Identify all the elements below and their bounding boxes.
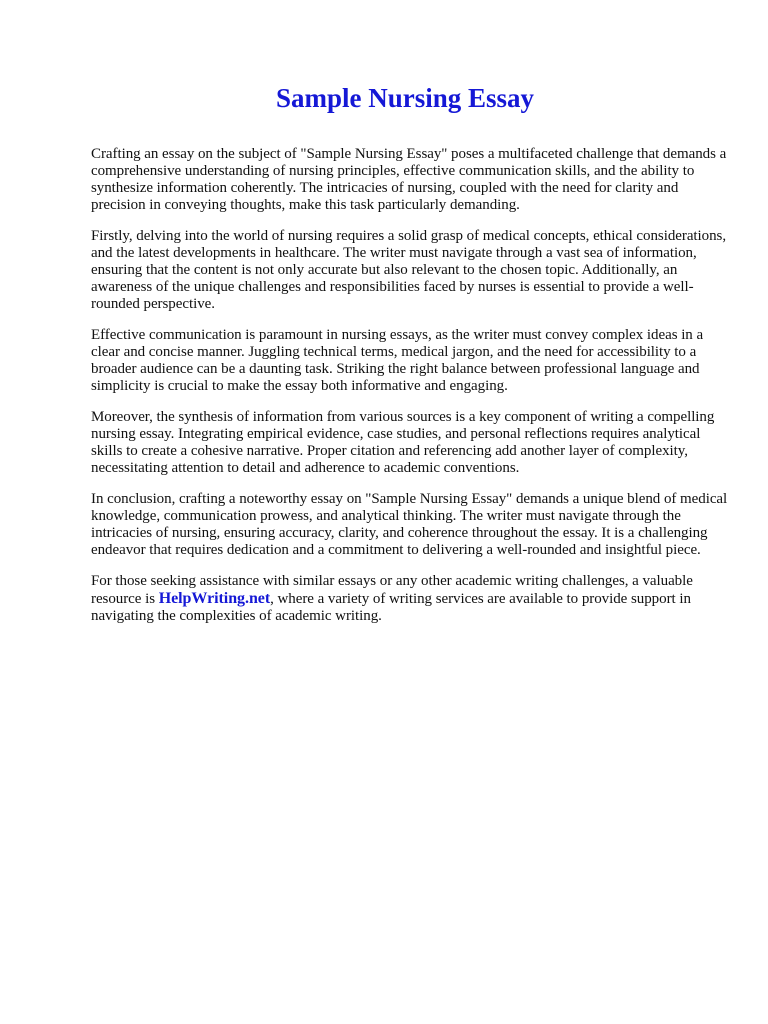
essay-body bbox=[91, 146, 731, 639]
page-title: Sample Nursing Essay bbox=[275, 83, 535, 113]
paragraph-3: Effective communication is paramount in nursing essays, as the writer must convey complex ideas in a clear and concise manner. Juggling technical terms, medical jargon, and the need for accessibility to a broader audience can be a daunting task. Striking the right balance between professional language and simplicity is crucial to make the essay both informative and engaging. bbox=[91, 327, 704, 394]
helpwriting-link[interactable]: HelpWriting.net bbox=[158, 590, 271, 607]
paragraph-6-intro: For those seeking assistance with similar essays or any other academic writing challenges, a valuable resource is bbox=[91, 573, 693, 607]
paragraph-6-outro: , where a variety of writing services are available to provide support in navigating the complexities of academic writing. bbox=[91, 591, 691, 624]
paragraph-4: Moreover, the synthesis of information from various sources is a key component of writing a compelling nursing essay. Integrating empirical evidence, case studies, and personal reflections requires analytical skills to create a cohesive narrative. Proper citation and referencing add another layer of complexity, necessitating attention to detail and adherence to academic conventions. bbox=[91, 409, 715, 476]
paragraph-1: Crafting an essay on the subject of "Sample Nursing Essay" poses a multifaceted challenge that demands a comprehensive understanding of nursing principles, effective communication skills, and the ability to synthesize information coherently. The intricacies of nursing, coupled with the need for clarity and precision in conveying thoughts, make this task particularly demanding. bbox=[91, 146, 727, 213]
paragraph-2: Firstly, delving into the world of nursing requires a solid grasp of medical concepts, ethical considerations, and the latest developments in healthcare. The writer must navigate through a vast sea of information, ensuring that the content is not only accurate but also relevant to the chosen topic. Additionally, an awareness of the unique challenges and responsibilities faced by nurses is essential to provide a well-rounded perspective. bbox=[91, 228, 727, 312]
paragraph-6 bbox=[91, 573, 731, 625]
paragraph-5: In conclusion, crafting a noteworthy essay on "Sample Nursing Essay" demands a unique blend of medical knowledge, communication prowess, and analytical thinking. The writer must navigate through the intricacies of nursing, ensuring accuracy, clarity, and coherence throughout the essay. It is a challenging endeavor that requires dedication and a commitment to delivering a well-rounded and insightful piece. bbox=[91, 491, 728, 558]
